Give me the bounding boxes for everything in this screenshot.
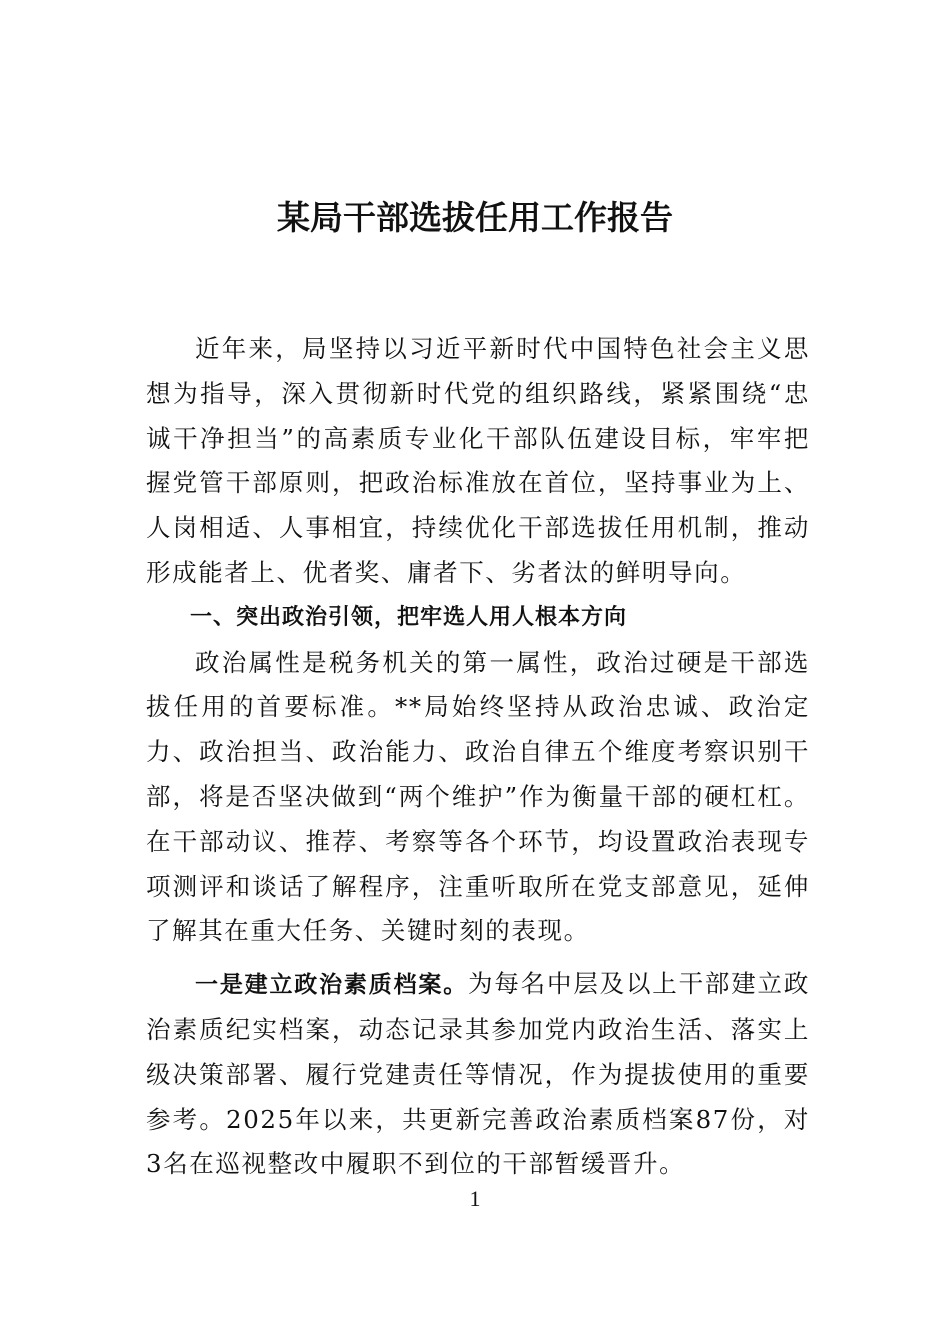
page-number: 1	[469, 1186, 481, 1211]
item-lead: 一是建立政治素质档案。	[195, 972, 469, 999]
item-paragraph	[146, 962, 810, 1187]
intro-paragraph: 近年来，局坚持以习近平新时代中国特色社会主义思想为指导，深入贯彻新时代党的组织路线，紧紧围绕“忠诚干净担当”的高素质专业化干部队伍建设目标，牢牢把握党管干部原则，把政治标准放在首位，坚持事业为上、人岗相适、人事相宜，持续优化干部选拔任用机制，推动形成能者上、优者奖、庸者下、劣者汰的鲜明导向。	[146, 334, 810, 587]
section-body-paragraph: 政治属性是税务机关的第一属性，政治过硬是干部选拔任用的首要标准。**局始终坚持从政治忠诚、政治定力、政治担当、政治能力、政治自律五个维度考察识别干部，将是否坚决做到“两个维护”作为衡量干部的硬杠杠。在干部动议、推荐、考察等各个环节，均设置政治表现专项测评和谈话了解程序，注重听取所在党支部意见，延伸了解其在重大任务、关键时刻的表现。	[146, 647, 810, 946]
item-body: 为每名中层及以上干部建立政治素质纪实档案，动态记录其参加党内政治生活、落实上级决策部署、履行党建责任等情况，作为提拔使用的重要参考。2025年以来，共更新完善政治素质档案87份，对3名在巡视整改中履职不到位的干部暂缓晋升。	[146, 969, 810, 1179]
document-title: 某局干部选拔任用工作报告	[277, 198, 673, 237]
section-heading: 一、突出政治引领，把牢选人用人根本方向	[190, 604, 628, 630]
document-body	[146, 327, 810, 1187]
